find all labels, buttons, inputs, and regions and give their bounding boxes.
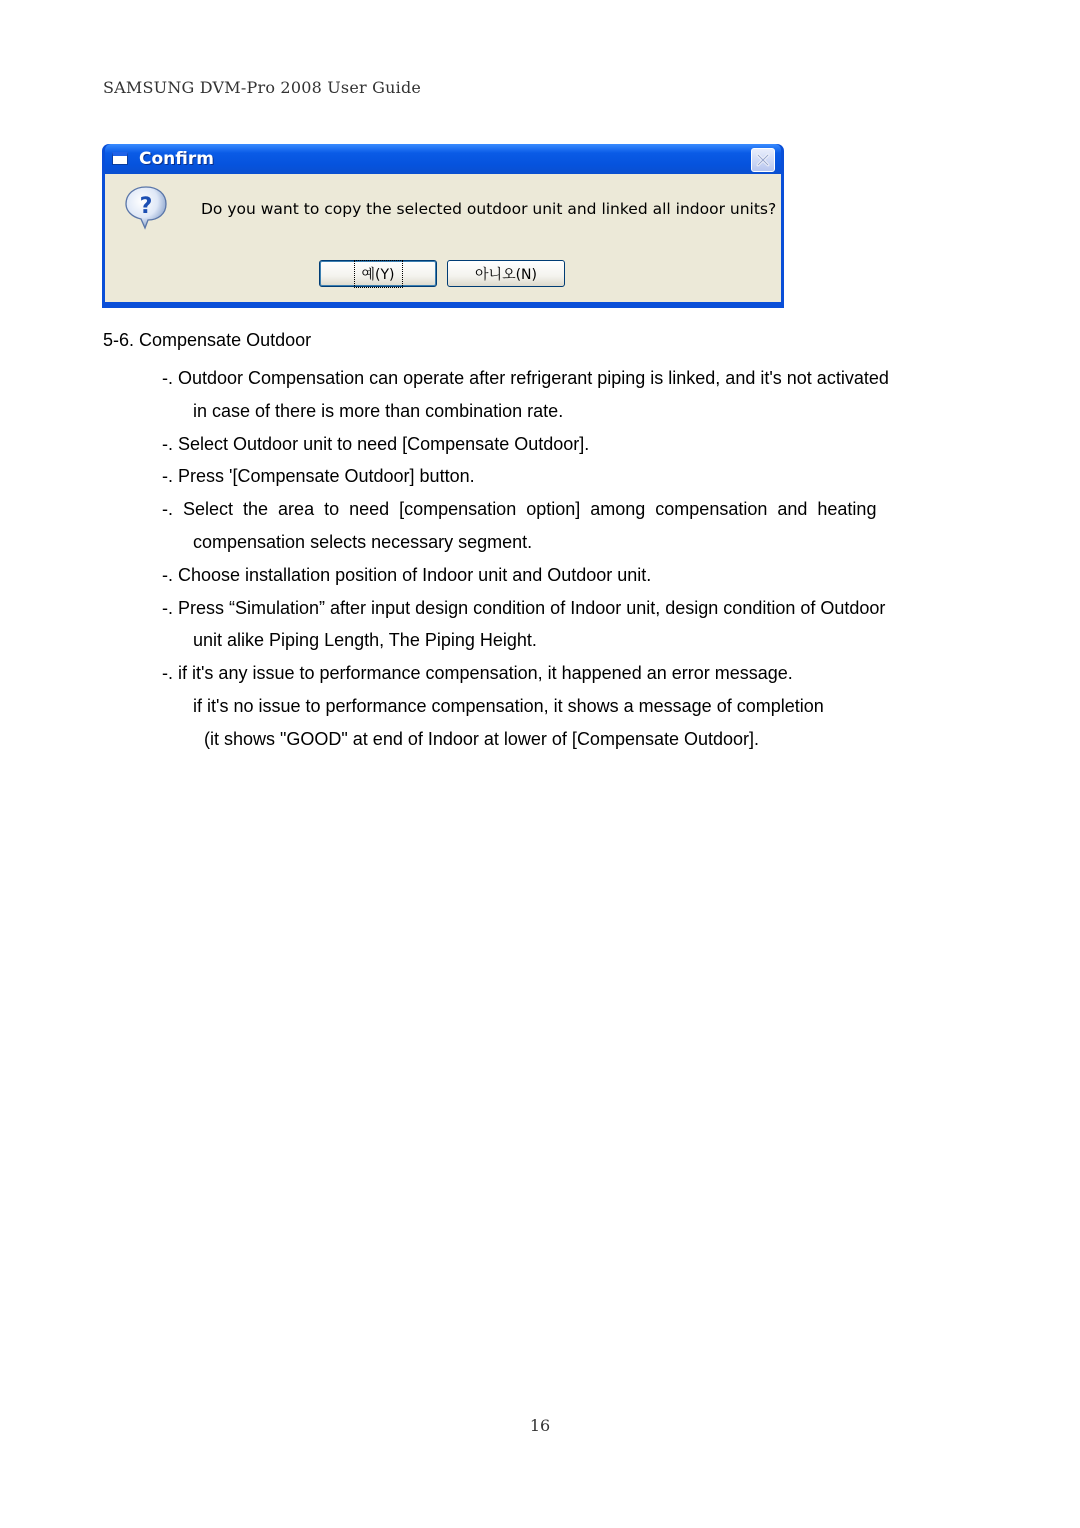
list-item-continuation: unit alike Piping Length, The Piping Height. bbox=[193, 630, 537, 651]
close-icon bbox=[756, 153, 770, 167]
no-button[interactable] bbox=[447, 260, 565, 287]
list-item-text: -. Outdoor Compensation can operate after refrigerant piping is linked, and it's not activated bbox=[162, 368, 889, 388]
list-item-text: -. Select Outdoor unit to need [Compensate Outdoor]. bbox=[162, 433, 590, 454]
list-item bbox=[162, 460, 978, 493]
question-icon bbox=[123, 184, 169, 230]
list-item bbox=[162, 592, 978, 658]
dialog-message: Do you want to copy the selected outdoor unit and linked all indoor units? bbox=[201, 200, 777, 218]
dialog-titlebar[interactable] bbox=[105, 144, 781, 174]
yes-button-label: 예(Y) bbox=[358, 264, 399, 284]
list-item bbox=[162, 559, 978, 592]
list-item-continuation: in case of there is more than combination rate. bbox=[193, 400, 564, 421]
no-button-label: 아니오(N) bbox=[475, 266, 537, 283]
list-item-continuation: if it's no issue to performance compensation, it shows a message of completion bbox=[193, 695, 824, 716]
instruction-list bbox=[162, 362, 978, 756]
page-number: 16 bbox=[529, 1416, 551, 1435]
dialog-title: Confirm bbox=[139, 149, 214, 169]
running-header: SAMSUNG DVM-Pro 2008 User Guide bbox=[103, 78, 422, 97]
confirm-dialog bbox=[102, 144, 784, 308]
list-item-text: -. Choose installation position of Indoor unit and Outdoor unit. bbox=[162, 564, 652, 585]
list-item bbox=[162, 428, 978, 461]
svg-text:?: ? bbox=[139, 194, 153, 219]
list-item-text: -. Select the area to need [compensation option] among compensation and heating bbox=[162, 499, 877, 520]
list-item-text: -. Press “Simulation” after input design condition of Indoor unit, design condition of Outdoor bbox=[162, 597, 886, 618]
dialog-body bbox=[105, 174, 781, 302]
list-item-continuation: (it shows "GOOD" at end of Indoor at lower of [Compensate Outdoor]. bbox=[204, 728, 760, 749]
window-icon bbox=[112, 152, 128, 165]
list-item-text: -. Press '[Compensate Outdoor] button. bbox=[162, 466, 475, 487]
close-button[interactable] bbox=[751, 148, 775, 172]
list-item bbox=[162, 493, 978, 559]
list-item-continuation: compensation selects necessary segment. bbox=[193, 531, 533, 552]
list-item bbox=[162, 362, 978, 428]
yes-button[interactable] bbox=[319, 260, 437, 287]
list-item bbox=[162, 657, 978, 755]
section-heading: 5-6. Compensate Outdoor bbox=[103, 330, 312, 350]
list-item-text: -. if it's any issue to performance compensation, it happened an error message. bbox=[162, 663, 793, 684]
